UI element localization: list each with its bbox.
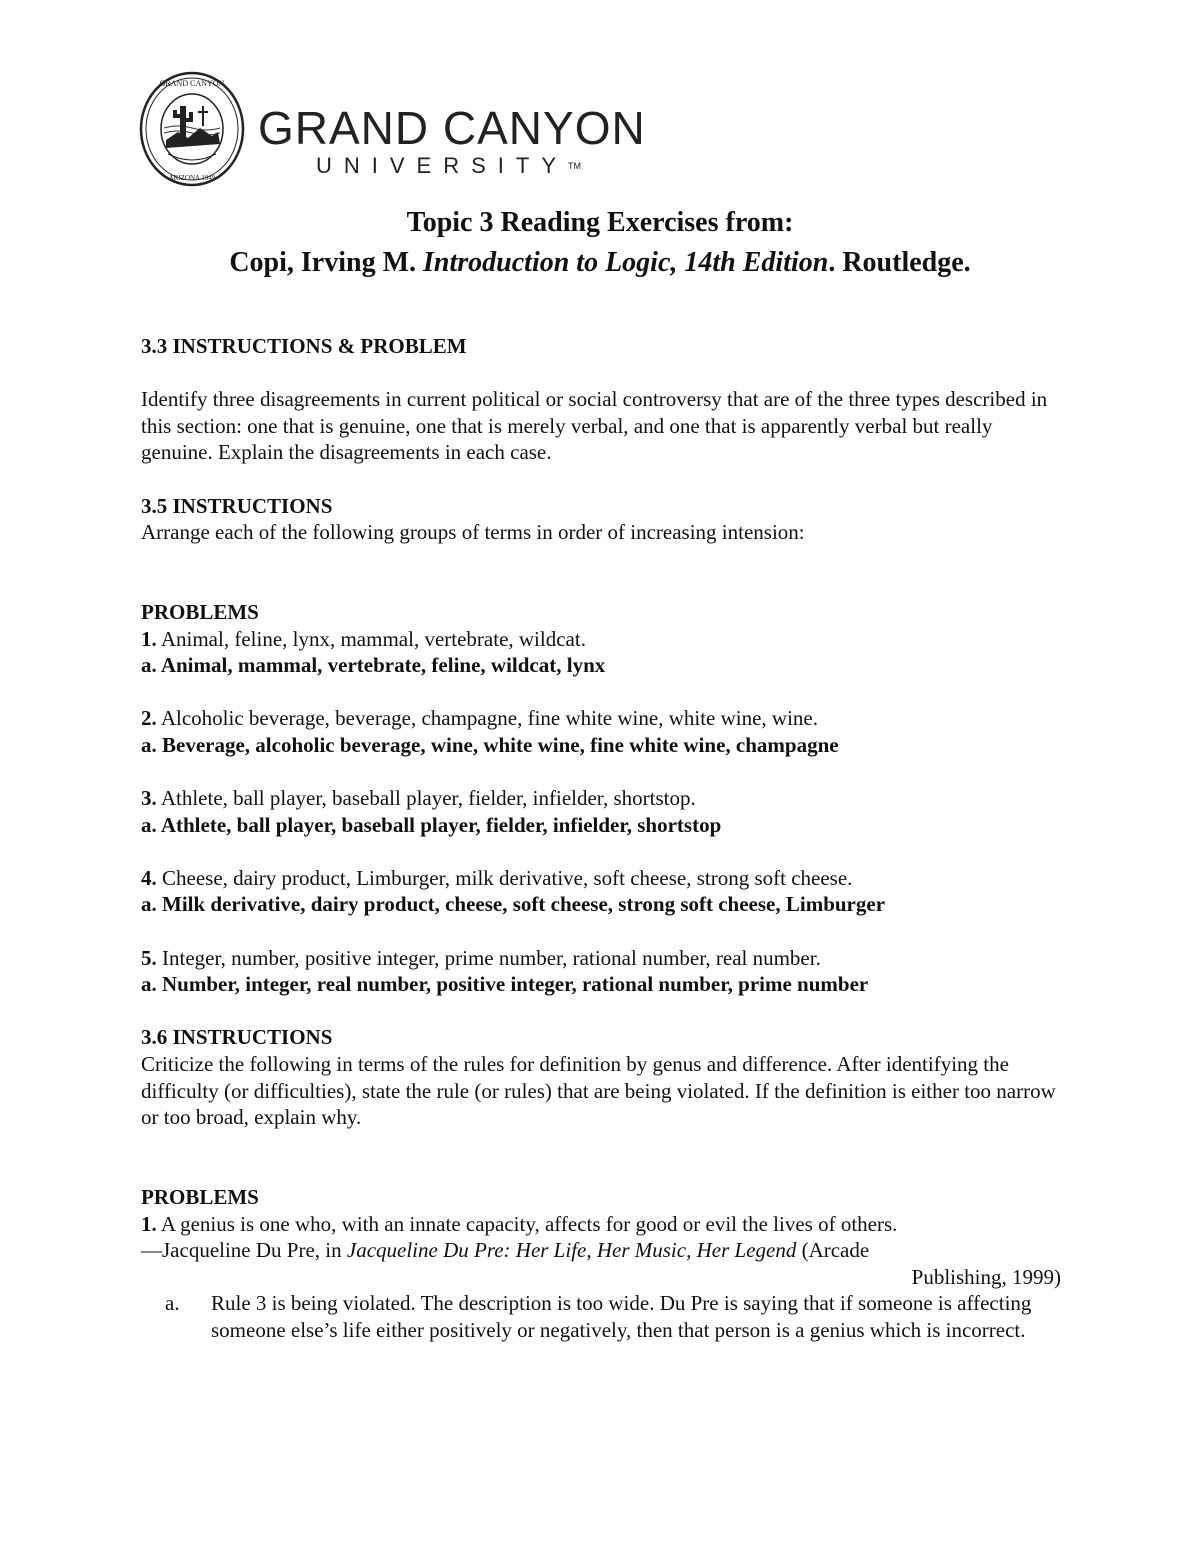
- problem-answer: a. Animal, mammal, vertebrate, feline, wildcat, lynx: [141, 653, 606, 678]
- section-3-3-text: Identify three disagreements in current political or social controversy that are of the three types described in this section: one that is genuine, one that is merely verbal, and one that is apparently verbal but really genuine. Explain the disagreements in each case.: [141, 387, 1048, 465]
- section-3-6-heading: 3.6 INSTRUCTIONS: [141, 1025, 333, 1050]
- problem-question: 2. Alcoholic beverage, beverage, champagne, fine white wine, white wine, wine.: [141, 706, 818, 731]
- section-3-5-problems-heading: PROBLEMS: [141, 599, 259, 624]
- problem-question: 1. Animal, feline, lynx, mammal, vertebrate, wildcat.: [141, 626, 586, 651]
- problem-answer: a. Beverage, alcoholic beverage, wine, white wine, fine white wine, champagne: [141, 732, 839, 757]
- page-subtitle: Copi, Irving M. Introduction to Logic, 14th Edition. Routledge.: [229, 247, 971, 278]
- problem-answer: [165, 1290, 1061, 1343]
- problem-answer: a. Number, integer, real number, positive integer, rational number, prime number: [141, 972, 869, 997]
- problem-answer: a. Athlete, ball player, baseball player, fielder, infielder, shortstop: [141, 812, 722, 837]
- problem-question: 1. A genius is one who, with an innate capacity, affects for good or evil the lives of others.: [141, 1211, 898, 1236]
- logo-title: GRAND CANYON: [258, 102, 646, 154]
- page-title: Topic 3 Reading Exercises from:: [406, 207, 794, 238]
- document-body: [141, 333, 1061, 1344]
- problem-question: 3. Athlete, ball player, baseball player, fielder, infielder, shortstop.: [141, 786, 696, 811]
- section-3-5-heading: 3.5 INSTRUCTIONS: [141, 493, 333, 518]
- answer-text: Rule 3 is being violated. The description is too wide. Du Pre is saying that if someone is affecting someone else’s life either positively or negatively, then that person is a genius which is incorrect.: [211, 1291, 1032, 1342]
- logo-subtitle: UNIVERSITY™: [316, 153, 582, 178]
- problem-question: 5. Integer, number, positive integer, prime number, rational number, real number.: [141, 945, 821, 970]
- university-logo: [138, 70, 646, 195]
- section-3-6-instruction: Criticize the following in terms of the rules for definition by genus and difference. After identifying the difficulty (or difficulties), state the rule (or rules) that are being violated. If the definition is either too narrow or too broad, explain why.: [141, 1052, 1056, 1130]
- university-wordmark: [258, 104, 646, 180]
- university-seal-icon: [138, 70, 246, 188]
- citation-line-2: Publishing, 1999): [911, 1264, 1061, 1289]
- answer-label: a.: [165, 1291, 180, 1316]
- section-3-5-instruction: Arrange each of the following groups of terms in order of increasing intension:: [141, 520, 805, 545]
- svg-text:GRAND CANYON: GRAND CANYON: [159, 79, 225, 88]
- problem-answer: a. Milk derivative, dairy product, cheese, soft cheese, strong soft cheese, Limburger: [141, 892, 886, 917]
- citation: —Jacqueline Du Pre, in Jacqueline Du Pre: Her Life, Her Music, Her Legend (Arcade: [141, 1238, 870, 1263]
- section-3-3-heading: 3.3 INSTRUCTIONS & PROBLEM: [141, 334, 467, 358]
- problem-question: 4. Cheese, dairy product, Limburger, milk derivative, soft cheese, strong soft cheese.: [141, 865, 853, 890]
- section-3-6-problems-heading: PROBLEMS: [141, 1185, 259, 1209]
- svg-text:ARIZONA 1949: ARIZONA 1949: [168, 174, 216, 182]
